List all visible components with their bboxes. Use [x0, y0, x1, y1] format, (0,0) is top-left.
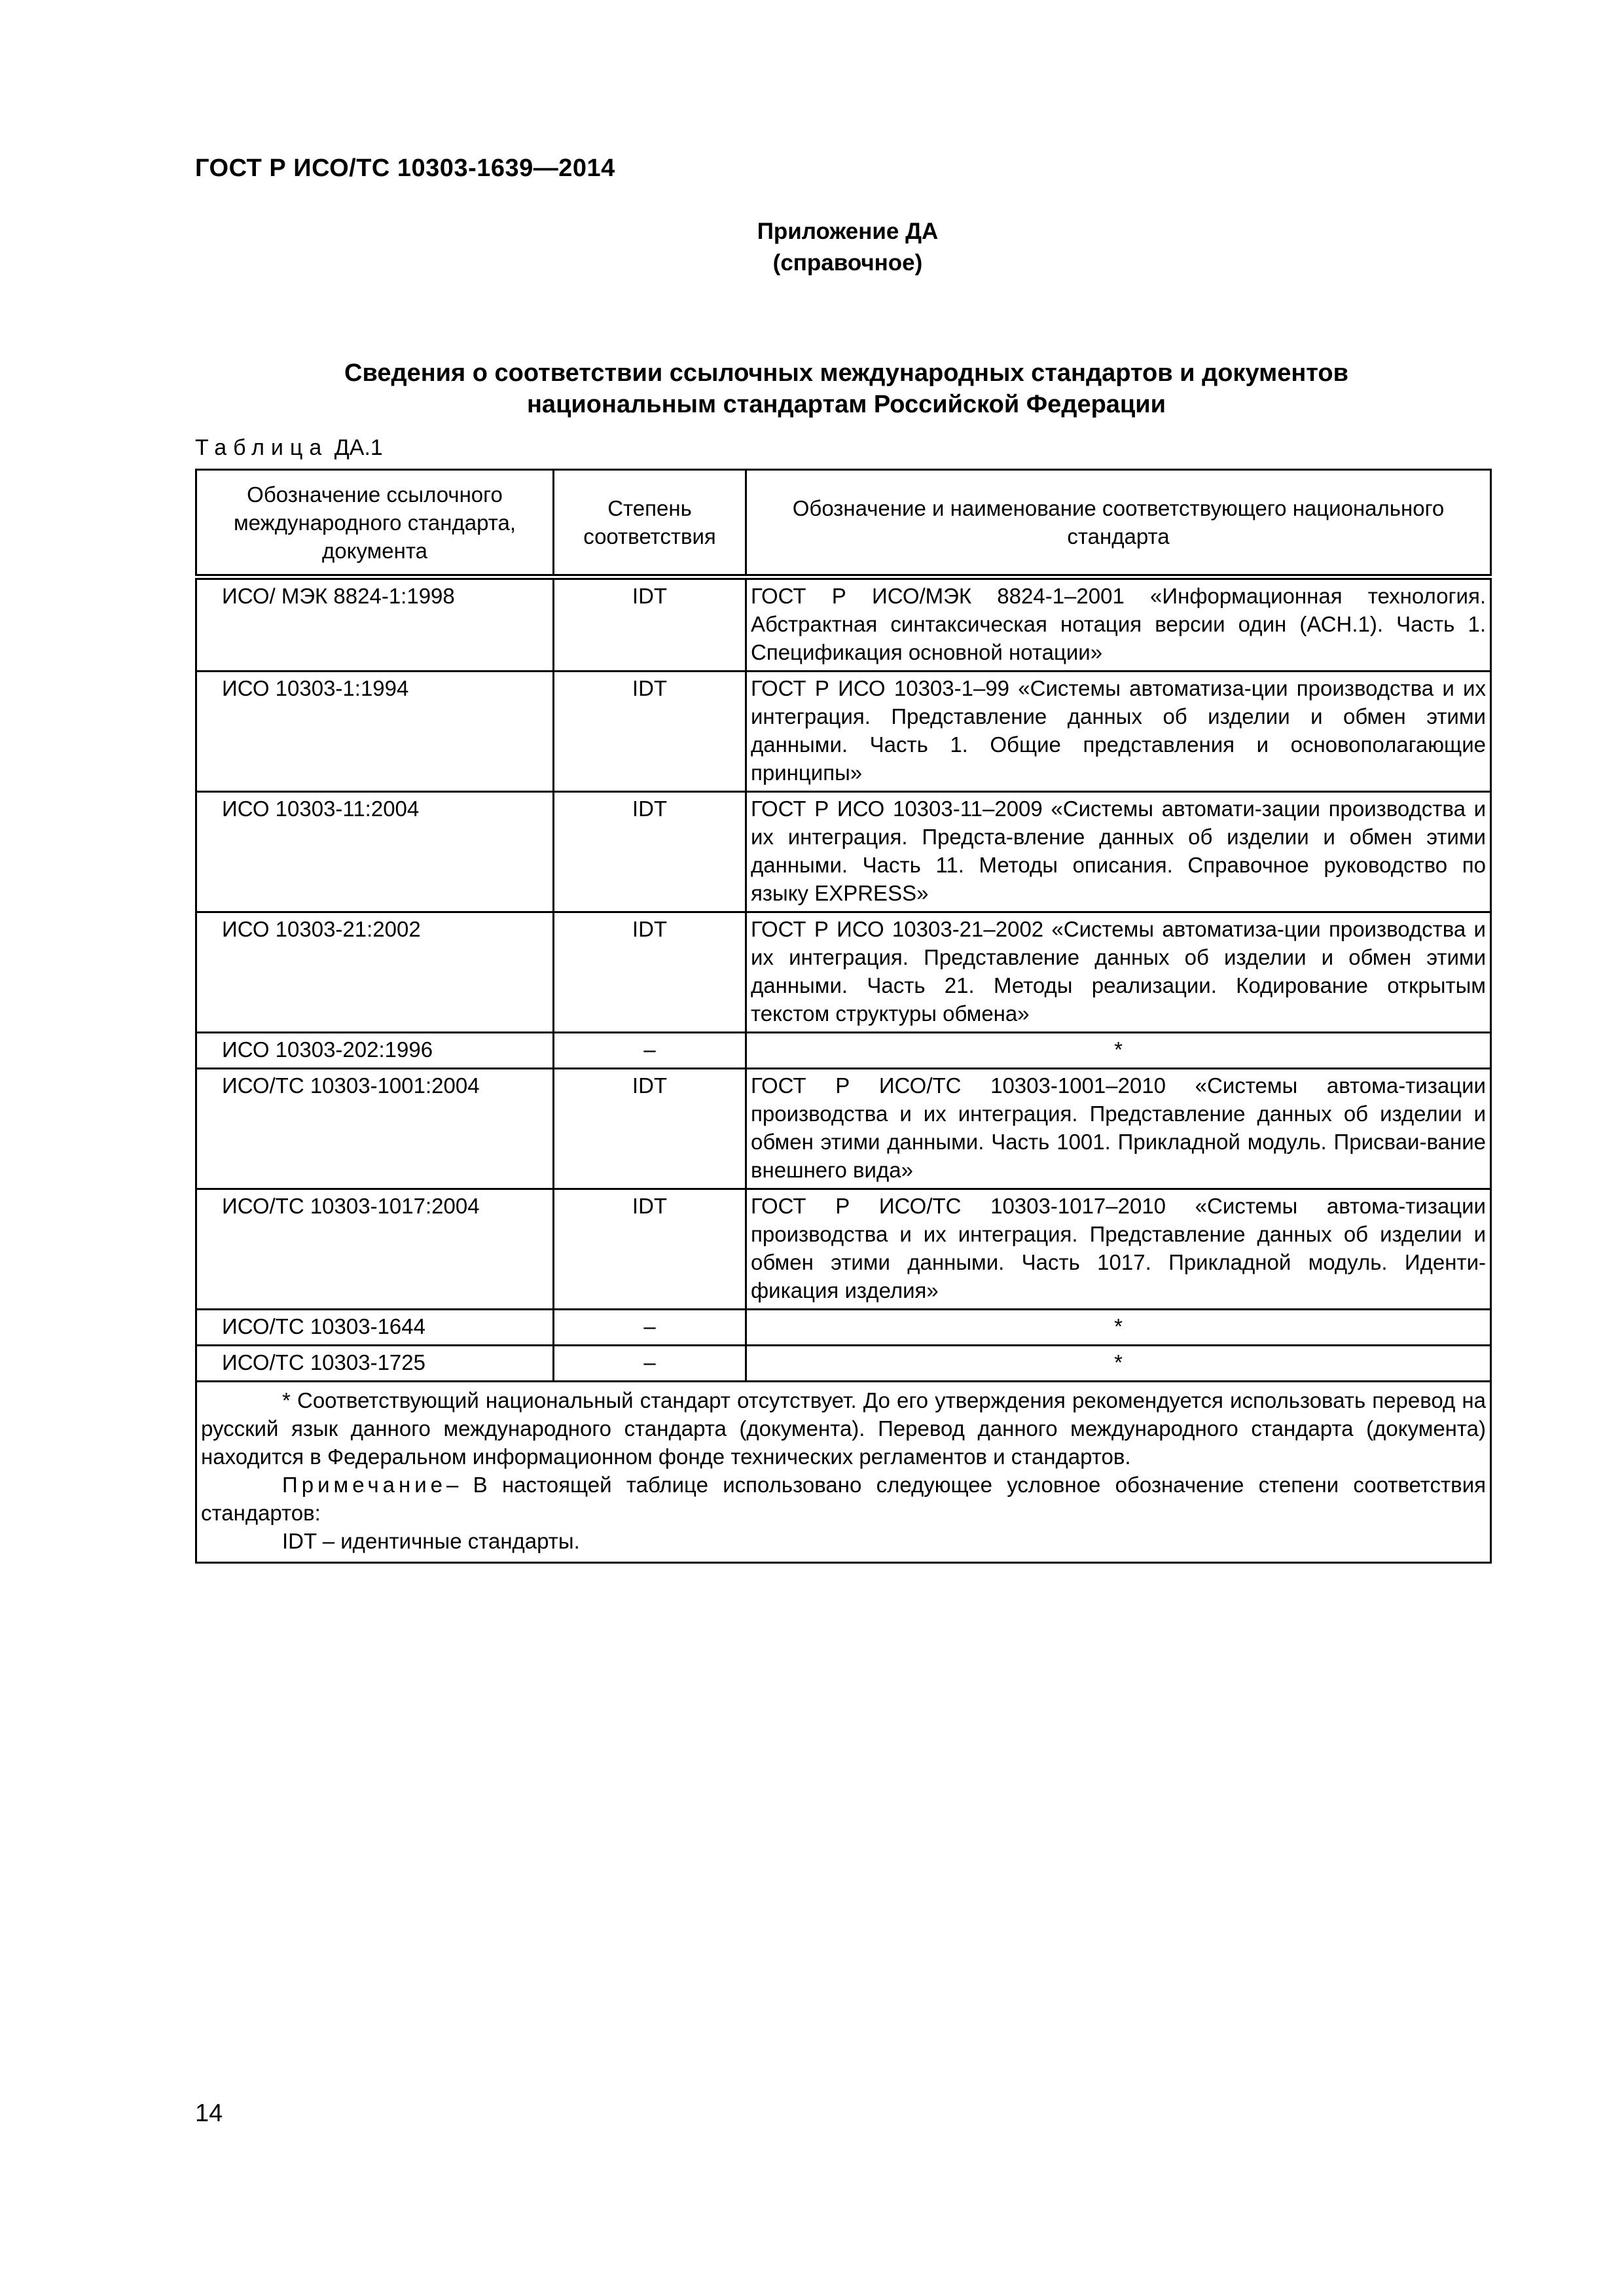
table-row: [196, 792, 1491, 912]
degree-cell: IDT: [554, 1189, 746, 1310]
section-title-line-1: Сведения о соответствии ссылочных международных стандартов и документов: [344, 359, 1348, 387]
section-title: [195, 357, 1498, 420]
national-standard-cell: ГОСТ Р ИСО 10303-21–2002 «Системы автоматиза-ции производства и их интеграция. Представление данных об изделии и обмен этими данными. Часть 21. Методы реализации. Кодирование открытым текстом структуры обмена»: [746, 912, 1491, 1033]
header-reference-standard: Обозначение ссылочного международного стандарта, документа: [196, 470, 554, 577]
table-note: [201, 1471, 1486, 1527]
reference-cell: ИСО 10303-21:2002: [196, 912, 554, 1033]
reference-cell: ИСО/ТС 10303-1017:2004: [196, 1189, 554, 1310]
reference-cell: ИСО/ТС 10303-1725: [196, 1346, 554, 1382]
correspondence-table: [195, 469, 1492, 1564]
degree-cell: IDT: [554, 1069, 746, 1189]
table-row: [196, 672, 1491, 792]
reference-cell: ИСО 10303-11:2004: [196, 792, 554, 912]
appendix-heading: [0, 216, 1624, 279]
degree-cell: –: [554, 1033, 746, 1069]
national-standard-cell: *: [746, 1310, 1491, 1346]
table-row: [196, 577, 1491, 672]
table-row: [196, 912, 1491, 1033]
table-row: [196, 1069, 1491, 1189]
table-row: [196, 1189, 1491, 1310]
degree-cell: IDT: [554, 792, 746, 912]
national-standard-cell: ГОСТ Р ИСО 10303-1–99 «Системы автоматиза-ции производства и их интеграция. Представление данных об изделии и обмен этими данными. Часть 1. Общие представления и основополагающие принципы»: [746, 672, 1491, 792]
note-item: IDT – идентичные стандарты.: [282, 1529, 580, 1553]
reference-cell: ИСО 10303-1:1994: [196, 672, 554, 792]
degree-cell: IDT: [554, 912, 746, 1033]
note-label: Примечание: [282, 1473, 447, 1497]
appendix-title: Приложение ДА: [757, 219, 939, 244]
note-text: – В настоящей таблице использовано следующее условное обозначение степени соответствия стандартов:: [201, 1473, 1486, 1525]
document-code: ГОСТ Р ИСО/ТС 10303-1639—2014: [195, 154, 615, 182]
section-title-line-2: национальным стандартам Российской Федерации: [526, 391, 1166, 418]
appendix-subtitle: (справочное): [772, 250, 923, 276]
reference-cell: ИСО/ТС 10303-1644: [196, 1310, 554, 1346]
table-footnote-row: [196, 1382, 1491, 1563]
table-row: [196, 1346, 1491, 1382]
degree-cell: IDT: [554, 577, 746, 672]
national-standard-cell: *: [746, 1346, 1491, 1382]
table-footnote-cell: [196, 1382, 1491, 1563]
national-standard-cell: ГОСТ Р ИСО/ТС 10303-1001–2010 «Системы автома-тизации производства и их интеграция. Представление данных об изделии и обмен этими данными. Часть 1001. Прикладной модуль. Присваи-вание внешнего вида»: [746, 1069, 1491, 1189]
national-standard-cell: ГОСТ Р ИСО/МЭК 8824-1–2001 «Информационная технология. Абстрактная синтаксическая нотация версии один (АСН.1). Часть 1. Спецификация основной нотации»: [746, 577, 1491, 672]
table-label-number: ДА.1: [334, 435, 383, 460]
header-national-standard: Обозначение и наименование соответствующего национального стандарта: [746, 470, 1491, 577]
table-row: [196, 1033, 1491, 1069]
table-label: [195, 435, 383, 461]
degree-cell: –: [554, 1310, 746, 1346]
reference-cell: ИСО/ТС 10303-1001:2004: [196, 1069, 554, 1189]
national-standard-cell: ГОСТ Р ИСО/ТС 10303-1017–2010 «Системы автома-тизации производства и их интеграция. Представление данных об изделии и обмен этими данными. Часть 1017. Прикладной модуль. Иденти-фикация изделия»: [746, 1189, 1491, 1310]
degree-cell: IDT: [554, 672, 746, 792]
header-degree: Степень соответствия: [554, 470, 746, 577]
reference-cell: ИСО 10303-202:1996: [196, 1033, 554, 1069]
reference-cell: ИСО/ МЭК 8824-1:1998: [196, 577, 554, 672]
national-standard-cell: ГОСТ Р ИСО 10303-11–2009 «Системы автомати-зации производства и их интеграция. Предста-вление данных об изделии и обмен этими данными. Часть 11. Методы описания. Справочное руководство по языку EXPRESS»: [746, 792, 1491, 912]
table-row: [196, 1310, 1491, 1346]
table-header-row: [196, 470, 1491, 577]
table-label-prefix: Таблица: [195, 435, 329, 460]
national-standard-cell: *: [746, 1033, 1491, 1069]
page-number: 14: [195, 2100, 223, 2127]
footnote-text: * Соответствующий национальный стандарт отсутствует. До его утверждения рекомендуется использовать перевод на русский язык данного международного стандарта (документа). Перевод данного международного стандарта (документа) находится в Федеральном информационном фонде технических регламентов и стандартов.: [201, 1388, 1486, 1469]
degree-cell: –: [554, 1346, 746, 1382]
